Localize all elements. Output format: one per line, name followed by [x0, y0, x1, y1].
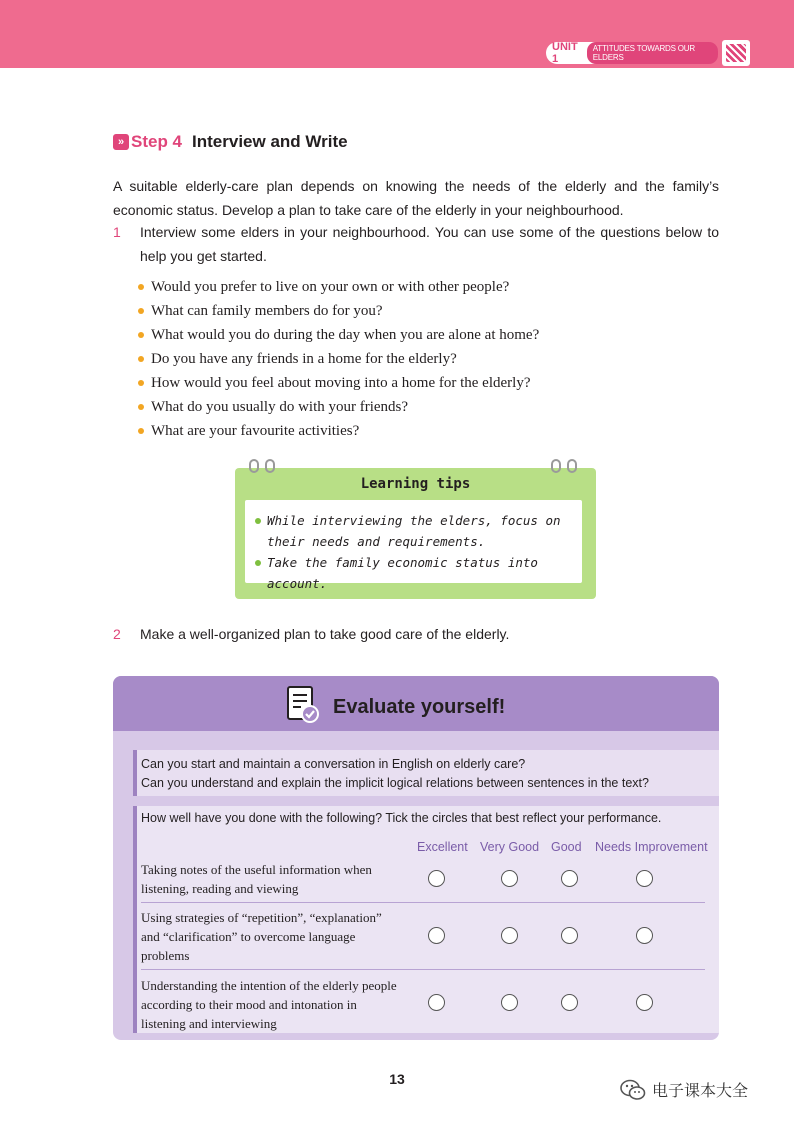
bullet-icon [255, 518, 261, 524]
bullet-icon [138, 284, 144, 290]
list-item: What can family members do for you? [138, 299, 539, 323]
rating-row-label: Understanding the intention of the elderly people according to their mood and intonation in listening and interviewing [141, 978, 397, 1031]
wechat-icon [620, 1079, 646, 1101]
self-check-question: Can you understand and explain the implicit logical relations between sentences in the text? [141, 776, 649, 790]
radio-very-good[interactable] [501, 927, 518, 944]
step-heading [113, 132, 348, 152]
brand-name: 电子课本大全 [652, 1081, 749, 1100]
task-2 [113, 622, 719, 646]
binder-ring-icon [265, 459, 275, 473]
radio-excellent[interactable] [428, 927, 445, 944]
task-2-text: Make a well-organized plan to take good care of the elderly. [140, 626, 510, 642]
learning-tips-box [235, 468, 596, 599]
radio-good[interactable] [561, 994, 578, 1011]
step-title: Interview and Write [192, 132, 348, 151]
intro-paragraph: A suitable elderly-care plan depends on knowing the needs of the elderly and the family’s economic status. Develop a plan to take care of the elderly in your neighbourhood. [113, 178, 719, 218]
list-item: Do you have any friends in a home for the elderly? [138, 347, 539, 371]
binder-ring-icon [249, 459, 259, 473]
radio-needs-improvement[interactable] [636, 927, 653, 944]
evaluate-yourself-panel [113, 676, 719, 1040]
radio-good[interactable] [561, 870, 578, 887]
list-item: Would you prefer to live on your own or with other people? [138, 275, 539, 299]
step-label: Step 4 [131, 132, 183, 151]
checklist-icon [285, 684, 321, 724]
rating-row-label: Taking notes of the useful information when listening, reading and viewing [141, 862, 372, 896]
radio-excellent[interactable] [428, 870, 445, 887]
unit-tag [546, 42, 718, 64]
unit-emblem-icon [722, 40, 750, 66]
evaluate-title: Evaluate yourself! [333, 696, 506, 718]
list-item: While interviewing the elders, focus on their needs and requirements. [255, 510, 577, 552]
self-check-question: Can you start and maintain a conversation in English on elderly care? [141, 757, 526, 771]
unit-number: UNIT 1 [552, 41, 578, 65]
list-item: How would you feel about moving into a home for the elderly? [138, 371, 539, 395]
radio-needs-improvement[interactable] [636, 994, 653, 1011]
rating-instruction: How well have you done with the following? Tick the circles that best reflect your performance. [141, 811, 662, 825]
list-item: What do you usually do with your friends? [138, 395, 539, 419]
learning-tips-title: Learning tips [360, 476, 471, 492]
bullet-icon [138, 404, 144, 410]
bullet-icon [138, 308, 144, 314]
row-divider [141, 969, 705, 970]
list-item: What are your favourite activities? [138, 419, 539, 443]
page-number: 13 [389, 1071, 405, 1087]
binder-ring-icon [551, 459, 561, 473]
learning-tips-body [245, 500, 582, 591]
bullet-icon [138, 332, 144, 338]
bullet-icon [255, 560, 261, 566]
bullet-icon [138, 356, 144, 362]
footer-brand [620, 1078, 748, 1101]
radio-good[interactable] [561, 927, 578, 944]
unit-title: ATTITUDES TOWARDS OUR ELDERS [587, 42, 718, 64]
column-header: Very Good [480, 840, 540, 854]
list-item: What would you do during the day when you are alone at home? [138, 323, 539, 347]
rating-row-label: Using strategies of “repetition”, “explanation” and “clarification” to overcome language problems [141, 910, 382, 963]
evaluate-header [113, 676, 719, 731]
task-1-text: Interview some elders in your neighbourhood. You can use some of the questions below to help you get started. [140, 224, 719, 264]
column-header: Needs Improvement [595, 840, 708, 854]
radio-excellent[interactable] [428, 994, 445, 1011]
column-header: Excellent [417, 840, 468, 854]
double-chevron-icon: » [113, 134, 129, 150]
column-header: Good [551, 840, 582, 854]
radio-needs-improvement[interactable] [636, 870, 653, 887]
task-1-number: 1 [113, 224, 121, 240]
row-divider [141, 902, 705, 903]
rating-table [133, 806, 719, 1033]
bullet-icon [138, 428, 144, 434]
list-item: Take the family economic status into account. [255, 552, 577, 594]
radio-very-good[interactable] [501, 870, 518, 887]
bullet-icon [138, 380, 144, 386]
self-check-questions [133, 750, 719, 796]
binder-ring-icon [567, 459, 577, 473]
task-2-number: 2 [113, 626, 121, 642]
interview-questions [138, 275, 539, 443]
task-1 [113, 220, 719, 268]
radio-very-good[interactable] [501, 994, 518, 1011]
